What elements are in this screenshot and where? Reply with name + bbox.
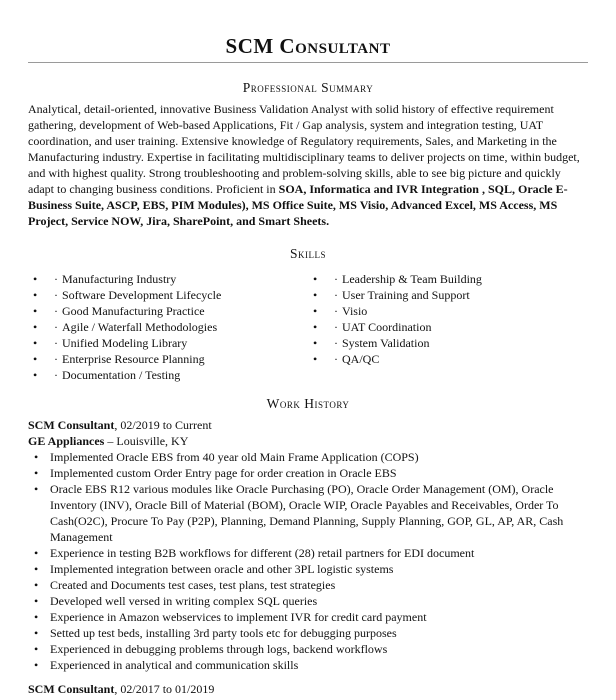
job-bullet: • Implemented Oracle EBS from 40 year old Main Frame Application (COPS) — [28, 449, 588, 465]
skill-item: • · Visio — [308, 303, 588, 319]
skills-left-column — [28, 271, 308, 383]
skill-item: • · QA/QC — [308, 351, 588, 367]
skills-right-column — [308, 271, 588, 383]
job-bullet: • Setted up test beds, installing 3rd party tools etc for debugging purposes — [28, 625, 588, 641]
skill-item: • · Good Manufacturing Practice — [28, 303, 308, 319]
skill-item: • · UAT Coordination — [308, 319, 588, 335]
job-bullet-list — [28, 449, 588, 673]
header-divider — [28, 62, 588, 63]
job-heading: SCM Consultant, 02/2017 to 01/2019 — [28, 682, 215, 696]
summary-plain: Analytical, detail-oriented, innovative Business Validation Analyst with solid history of effective requirement gathering, development of Web-based Applications, Fit / Gap analysis, system and integration testing, UAT coordination, and user training. Extensive knowledge of Regulatory requirements, Sales, and Marketing in the Manufacturing industry. Expertise in facilitating multidisciplinary teams to deliver projects on time, within budget, and with highest quality. Strong troubleshooting and problem-solving skills, able to see big picture and quickly adapt to changing business conditions. Proficient in — [28, 102, 580, 196]
skill-item: • · User Training and Support — [308, 287, 588, 303]
summary-bold: SOA, Informatica and IVR Integration , SQL, Oracle E-Business Suite, ASCP, EBS, PIM Modules), MS Office Suite, MS Visio, Advanced Excel, MS Access, MS Project, Service NOW, Jira, SharePoint, and Smart Sheets. — [28, 182, 568, 228]
work-heading: Work History — [266, 396, 350, 411]
skill-item: • · Software Development Lifecycle — [28, 287, 308, 303]
job-heading: SCM Consultant, 02/2019 to Current — [28, 418, 212, 432]
job-bullet: • Experienced in debugging problems through logs, backend workflows — [28, 641, 588, 657]
resume-name: SCM Consultant — [225, 34, 391, 58]
summary-text — [28, 101, 588, 229]
skills-heading: Skills — [289, 246, 326, 261]
skill-item: • · Documentation / Testing — [28, 367, 308, 383]
skill-item: • · Enterprise Resource Planning — [28, 351, 308, 367]
skills-list — [28, 271, 588, 383]
job-company: GE Appliances – Louisville, KY — [28, 434, 189, 448]
skill-item: • · Manufacturing Industry — [28, 271, 308, 287]
skill-item: • · System Validation — [308, 335, 588, 351]
summary-heading: Professional Summary — [242, 80, 374, 95]
job-bullet: • Implemented integration between oracle and other 3PL logistic systems — [28, 561, 588, 577]
job-bullet: • Developed well versed in writing complex SQL queries — [28, 593, 588, 609]
job-bullet: • Experience in Amazon webservices to implement IVR for credit card payment — [28, 609, 588, 625]
job-bullet: • Experience in testing B2B workflows for different (28) retail partners for EDI document — [28, 545, 588, 561]
skill-item: • · Agile / Waterfall Methodologies — [28, 319, 308, 335]
job-bullet: • Oracle EBS R12 various modules like Oracle Purchasing (PO), Oracle Order Management (OM), Oracle Inventory (INV), Oracle Bill of Material (BOM), Oracle WIP, Oracle Payables and Receivables, Order To Cash(O2C), Procure To Pay (P2P), Planning, Demand Planning, Supply Planning, GOP, GL, AP, AR, Cash Management — [28, 481, 588, 545]
job-bullet: • Experienced in analytical and communication skills — [28, 657, 588, 673]
job-bullet: • Created and Documents test cases, test plans, test strategies — [28, 577, 588, 593]
job-bullet: • Implemented custom Order Entry page for order creation in Oracle EBS — [28, 465, 588, 481]
skill-item: • · Unified Modeling Library — [28, 335, 308, 351]
skill-item: • · Leadership & Team Building — [308, 271, 588, 287]
